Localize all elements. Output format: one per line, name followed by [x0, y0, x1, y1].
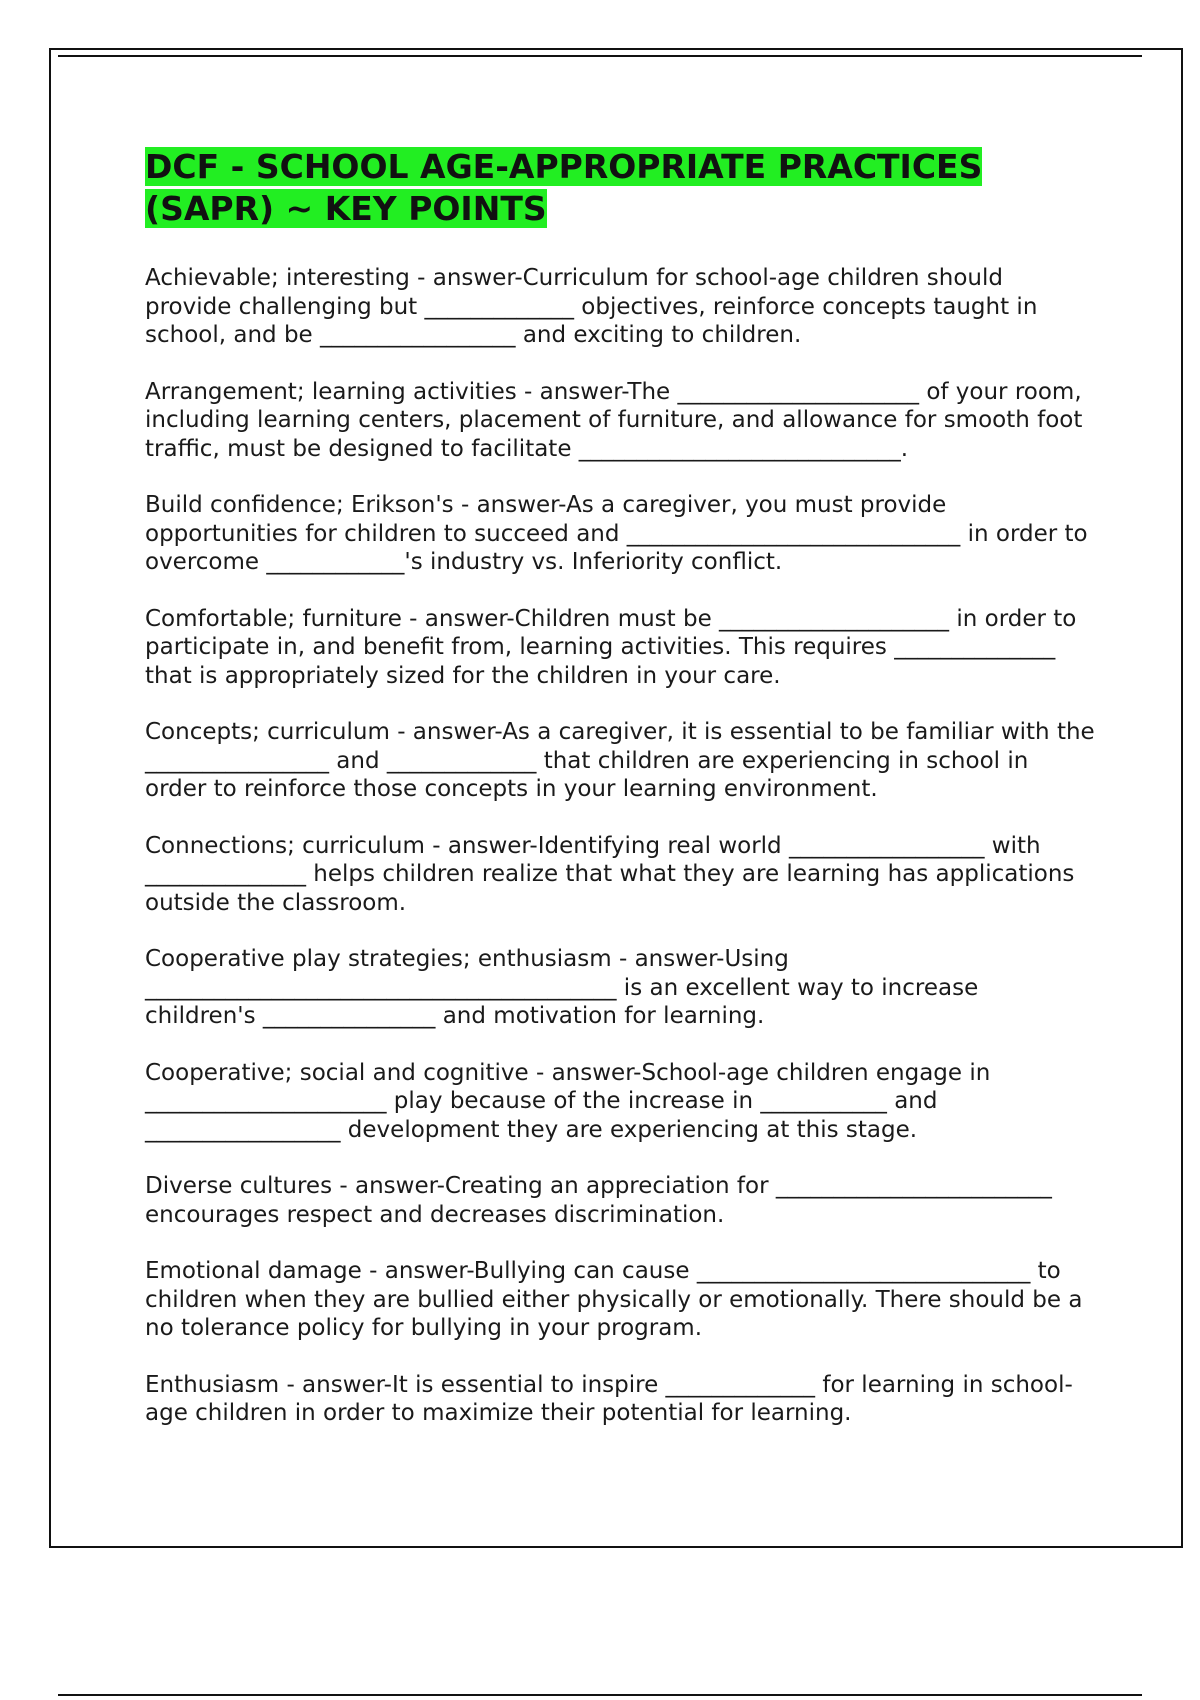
- flashcard-entry: Achievable; interesting - answer-Curriculum for school-age children should provide challenging but _____________ objectives, reinforce concepts taught in school, and be _________________ and exciting to children.: [145, 265, 1038, 348]
- flashcard-entry: Cooperative; social and cognitive - answer-School-age children engage in _____________________ play because of the increase in ___________ and _________________ development they are experiencing at this stage.: [145, 1059, 991, 1143]
- flashcard-entry: Comfortable; furniture - answer-Children must be ____________________ in order to participate in, and benefit from, learning activities. This requires ______________ that is appropriately sized for the children in your care.: [145, 605, 1077, 689]
- flashcard-entry: Emotional damage - answer-Bullying can cause _____________________________ to children when they are bullied either physically or emotionally. There should be a no tolerance policy for bullying in your program.: [145, 1258, 1083, 1341]
- flashcard-entry: Connections; curriculum - answer-Identifying real world _________________ with ______________ helps children realize that what they are learning has applications outside the classroom.: [145, 832, 1075, 916]
- document-title: [145, 146, 1095, 230]
- bottom-rule: [58, 1694, 1142, 1696]
- flashcard-entry: Diverse cultures - answer-Creating an appreciation for ________________________ encourages respect and decreases discrimination.: [145, 1173, 1052, 1228]
- flashcard-entry: Arrangement; learning activities - answer-The _____________________ of your room, including learning centers, placement of furniture, and allowance for smooth foot traffic, must be designed to facilitate ____________________________.: [145, 378, 1083, 462]
- flashcard-entry: Build confidence; Erikson's - answer-As a caregiver, you must provide opportunities for children to succeed and _____________________________ in order to overcome ____________'s industry vs. Inferiority conflict.: [145, 492, 1088, 575]
- flashcard-entry: Cooperative play strategies; enthusiasm - answer-Using _________________________________________ is an excellent way to increase children's _______________ and motivation for learning.: [145, 946, 979, 1029]
- document-title-text: DCF - SCHOOL AGE-APPROPRIATE PRACTICES (SAPR) ~ KEY POINTS: [145, 147, 983, 228]
- flashcard-entry: Concepts; curriculum - answer-As a caregiver, it is essential to be familiar with the ________________ and _____________ that children are experiencing in school in order to reinforce those concepts in your learning environment.: [145, 719, 1095, 802]
- document-body: [145, 146, 1095, 1456]
- flashcard-entry: Enthusiasm - answer-It is essential to inspire _____________ for learning in school-age children in order to maximize their potential for learning.: [145, 1371, 1073, 1426]
